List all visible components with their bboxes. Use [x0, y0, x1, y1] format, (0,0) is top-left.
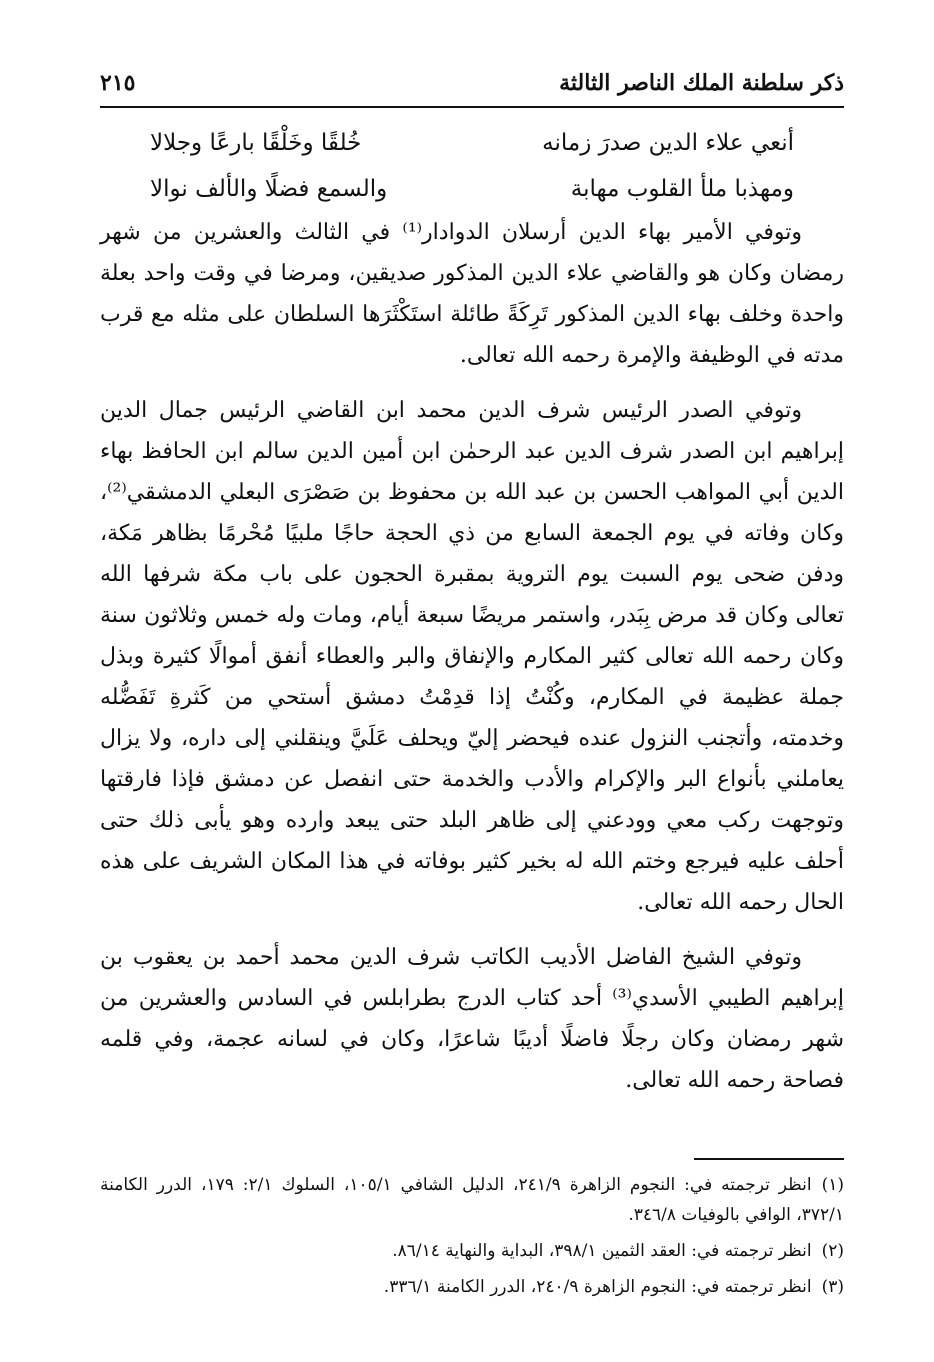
page-header [100, 62, 844, 102]
running-title: ذكر سلطنة الملك الناصر الثالثة [559, 70, 844, 96]
footnote-number: (٣) [821, 1277, 844, 1297]
page-number: ٢١٥ [100, 70, 136, 96]
poem-verse [100, 168, 844, 214]
poem-hemistich-second: خُلقًا وخَلْقًا بارعًا وجلالا [150, 130, 362, 156]
poem-verse [100, 122, 844, 168]
paragraph: وتوفي الصدر الرئيس شرف الدين محمد ابن القاضي الرئيس جمال الدين إبراهيم ابن الصدر شرف الدين عبد الرحمٰن ابن أمين الدين سالم ابن الحافظ بهاء الدين أبي المواهب الحسن بن عبد الله بن محفوظ بن صَصْرَى البعلي الدمشقي⁽²⁾، وكان وفاته في يوم الجمعة السابع من ذي الحجة حاجًا ملبيًا مُحْرمًا بظاهر مَكة، ودفن ضحى يوم السبت يوم التروية بمقبرة الحجون على باب مكة شرفها الله تعالى وكان قد مرض بِبَدر، واستمر مريضًا سبعة أيام، ومات وله خمس وثلاثون سنة وكان رحمه الله تعالى كثير المكارم والإنفاق والبر والعطاء أنفق أموالًا كثيرة وبذل جملة عظيمة في المكارم، وكُنْتُ إذا قدِمْتُ دمشق أستحي من كَثرةِ تَفَضُّله وخدمته، وأتجنب النزول عنده فيحضر إليّ ويحلف عَلَيَّ وينقلني إلى داره، ولا يزال يعاملني بأنواع البر والإكرام والأدب والخدمة حتى انفصل عن دمشق فإذا فارقتها وتوجهت ركب معي وودعني إلى ظاهر البلد حتى يبعد وارده وهو يأبى ذلك حتى أحلف عليه فيرجع وختم الله له بخير كثير بوفاته في هذا المكان الشريف على هذه الحال رحمه الله تعالى. [100, 398, 845, 915]
footnote [100, 1236, 844, 1266]
footnote-number: (٢) [821, 1241, 844, 1261]
poem-hemistich-first: أنعي علاء الدين صدرَ زمانه [542, 130, 794, 156]
footnote-text: انظر ترجمته في: النجوم الزاهرة ٢٤٠/٩، الدرر الكامنة ٣٣٦/١. [383, 1277, 812, 1297]
footnote [100, 1272, 844, 1302]
paragraph: وتوفي الأمير بهاء الدين أرسلان الدوادار⁽¹⁾ في الثالث والعشرين من شهر رمضان وكان هو والقاضي علاء الدين المذكور صديقين، ومرضا في وقت واحد بعلة واحدة وخلف بهاء الدين المذكور تَرِكَةً طائلة استَكْثَرَها السلطان على مثله مع قرب مدته في الوظيفة والإمرة رحمه الله تعالى. [100, 220, 844, 368]
main-text [100, 212, 844, 1101]
poem-hemistich-second: والسمع فضلًا والألف نوالا [150, 176, 388, 202]
header-rule [100, 106, 844, 108]
footnote-rule [694, 1158, 844, 1160]
footnote [100, 1170, 844, 1230]
poem-block [100, 122, 844, 214]
footnotes [100, 1170, 844, 1308]
paragraph: وتوفي الشيخ الفاضل الأديب الكاتب شرف الدين محمد أحمد بن يعقوب بن إبراهيم الطيبي الأسدي⁽³⁾ أحد كتاب الدرج بطرابلس في السادس والعشرين من شهر رمضان وكان رجلًا فاضلًا أديبًا شاعرًا، وكان في لسانه عجمة، وفي قلمه فصاحة رحمه الله تعالى. [100, 945, 844, 1093]
poem-hemistich-first: ومهذبا ملأ القلوب مهابة [570, 176, 794, 202]
footnote-text: انظر ترجمته في: العقد الثمين ٣٩٨/١، البداية والنهاية ٨٦/١٤. [392, 1241, 812, 1261]
footnote-number: (١) [821, 1175, 844, 1195]
footnote-text: انظر ترجمته في: النجوم الزاهرة ٢٤١/٩، الدليل الشافي ١٠٥/١، السلوك ٢/١: ١٧٩، الدرر الكامنة ٣٧٢/١، الوافي بالوفيات ٣٤٦/٨. [100, 1175, 844, 1225]
